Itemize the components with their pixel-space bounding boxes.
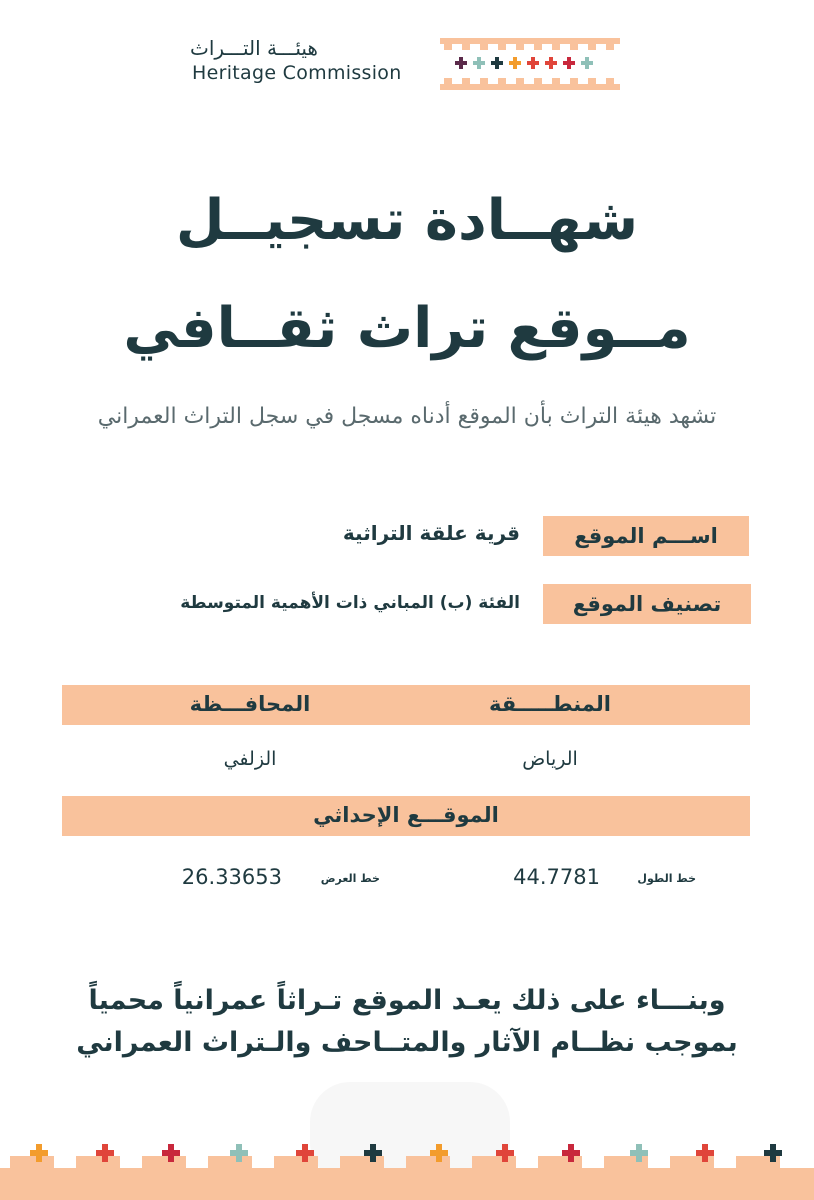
site-name-value: قرية علقة التراثية bbox=[342, 521, 520, 545]
longitude-value: 44.7781 bbox=[513, 865, 600, 889]
closing-statement-line2: بموجب نظــام الآثار والمتــاحف والـتراث العمراني bbox=[76, 1027, 738, 1058]
logo-arabic-text: هيئـــة التـــراث bbox=[190, 36, 318, 60]
certificate-title-line2: مــوقع تراث ثقــافي bbox=[123, 296, 691, 361]
latitude-value: 26.33653 bbox=[181, 865, 282, 889]
site-name-label: اســـم الموقع bbox=[543, 516, 749, 556]
governorate-value: الزلفي bbox=[223, 748, 277, 770]
certificate-title-line1: شهــادة تسجيــل bbox=[175, 188, 639, 253]
governorate-label: المحافـــظة bbox=[189, 692, 311, 716]
region-value: الرياض bbox=[522, 748, 578, 770]
coordinates-header: الموقـــع الإحداثي bbox=[313, 803, 499, 827]
region-label: المنطـــــقة bbox=[489, 692, 611, 716]
heritage-logo-pattern-icon bbox=[440, 38, 620, 90]
latitude-label: خط العرض bbox=[320, 872, 380, 885]
certificate-subtitle: تشهد هيئة التراث بأن الموقع أدناه مسجل في سجل التراث العمراني bbox=[97, 404, 717, 429]
footer-pattern-icon bbox=[0, 1120, 814, 1200]
longitude-label: خط الطول bbox=[637, 872, 696, 885]
site-class-label: تصنيف الموقع bbox=[543, 584, 751, 624]
site-class-value: الفئة (ب) المباني ذات الأهمية المتوسطة bbox=[180, 593, 520, 613]
logo-english-text: Heritage Commission bbox=[192, 62, 402, 84]
closing-statement-line1: وبنـــاء على ذلك يعـد الموقع تـراثاً عمرانياً محمياً bbox=[88, 985, 726, 1016]
